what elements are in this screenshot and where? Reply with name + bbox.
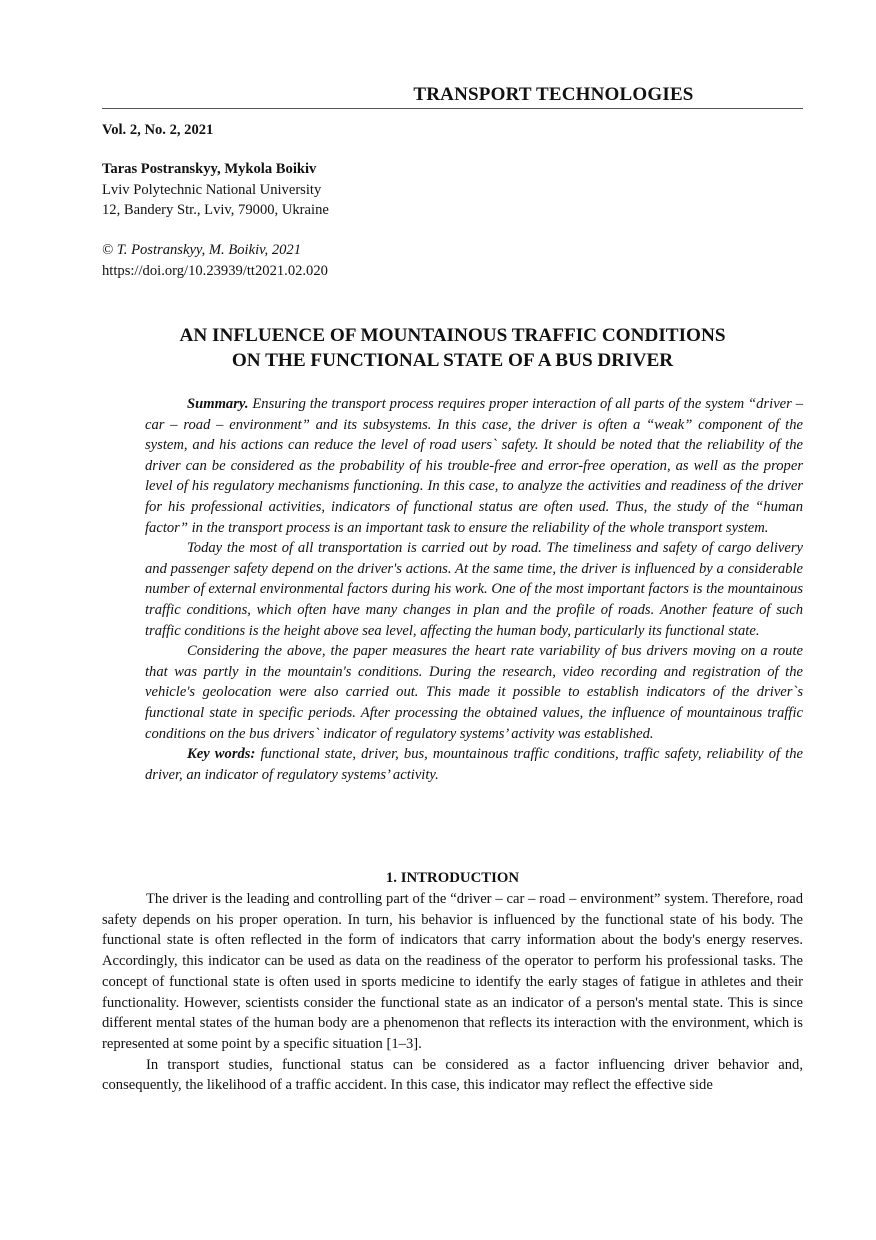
author-address: 12, Bandery Str., Lviv, 79000, Ukraine xyxy=(102,202,329,218)
body-paragraph: The driver is the leading and controlling part of the “driver – car – road – environment” system. Therefore, road safety depends on his proper operation. In turn, his behavior is influenced by the functional state of his body. The functional state is often reflected in the form of indicators that carry information about the body's energy reserves. Accordingly, this indicator can be used as data on the readiness of the operator to perform his professional tasks. The concept of functional state is often used in sports medicine to identify the early stages of fatigue in athletes and their functionality. However, scientists consider the functional state as an indicator of a person's mental state. This is since different mental states of the human body are a phenomenon that reflects its interaction with the environment, which is represented at some point by a specific situation [1–3]. xyxy=(102,891,803,1052)
author-block xyxy=(102,159,329,221)
journal-header xyxy=(102,84,803,109)
paper-title-line-2: ON THE FUNCTIONAL STATE OF A BUS DRIVER xyxy=(231,350,674,371)
keywords-text: functional state, driver, bus, mountainous traffic conditions, traffic safety, reliability of the driver, an indicator of regulatory systems’ activity. xyxy=(145,746,803,783)
summary-label: Summary. xyxy=(187,396,249,412)
body-paragraph: In transport studies, functional status can be considered as a factor influencing driver behavior and, consequently, the likelihood of a traffic accident. In this case, this indicator may reflect the effective side xyxy=(102,1056,803,1094)
author-names: Taras Postranskyy, Mykola Boikiv xyxy=(102,161,317,177)
abstract-paragraph: Considering the above, the paper measures the heart rate variability of bus drivers moving on a route that was partly in the mountain's conditions. During the research, video recording and registration of the vehicle's geolocation were also carried out. This made it possible to establish indicators of the driver`s functional state in specific periods. After processing the obtained values, the influence of mountainous traffic conditions on the bus drivers` indicator of regulatory systems’ activity was established. xyxy=(145,643,803,742)
introduction-body xyxy=(102,889,803,1096)
abstract-text: Ensuring the transport process requires proper interaction of all parts of the system “driver – car – road – environment” and its subsystems. In this case, the driver is often a “weak” component of the system, and his actions can reduce the level of road users` safety. It should be noted that the reliability of the driver can be considered as the probability of his trouble-free and error-free operation, as well as the proper level of his regulatory mechanisms functioning. In this case, to analyze the activities and readiness of the driver for his professional activities, indicators of functional status are often used. Thus, the study of the “human factor” in the transport process is an important task to ensure the reliability of the whole transport system. xyxy=(145,396,803,536)
abstract-paragraph: Today the most of all transportation is carried out by road. The timeliness and safety of cargo delivery and passenger safety depend on the driver's actions. At the same time, the driver is influenced by a considerable number of external environmental factors during his work. One of the most important factors is the mountainous traffic conditions, which often have many changes in plan and the profile of roads. Another feature of such traffic conditions is the height above sea level, affecting the human body, particularly its functional state. xyxy=(145,540,803,639)
copyright-block xyxy=(102,240,328,281)
section-heading-introduction: 1. INTRODUCTION xyxy=(385,870,520,886)
journal-title: TRANSPORT TECHNOLOGIES xyxy=(413,84,694,105)
keywords-label: Key words: xyxy=(187,746,256,763)
doi-link[interactable]: https://doi.org/10.23939/tt2021.02.020 xyxy=(102,262,328,279)
paper-title-line-1: AN INFLUENCE OF MOUNTAINOUS TRAFFIC CONDITIONS xyxy=(179,325,726,346)
paper-title xyxy=(102,323,803,373)
keywords xyxy=(145,744,803,785)
abstract-paragraph xyxy=(145,394,803,538)
abstract xyxy=(145,394,803,785)
volume-info: Vol. 2, No. 2, 2021 xyxy=(102,122,214,138)
copyright-line: © T. Postranskyy, M. Boikiv, 2021 xyxy=(102,242,302,258)
author-affiliation: Lviv Polytechnic National University xyxy=(102,181,322,198)
